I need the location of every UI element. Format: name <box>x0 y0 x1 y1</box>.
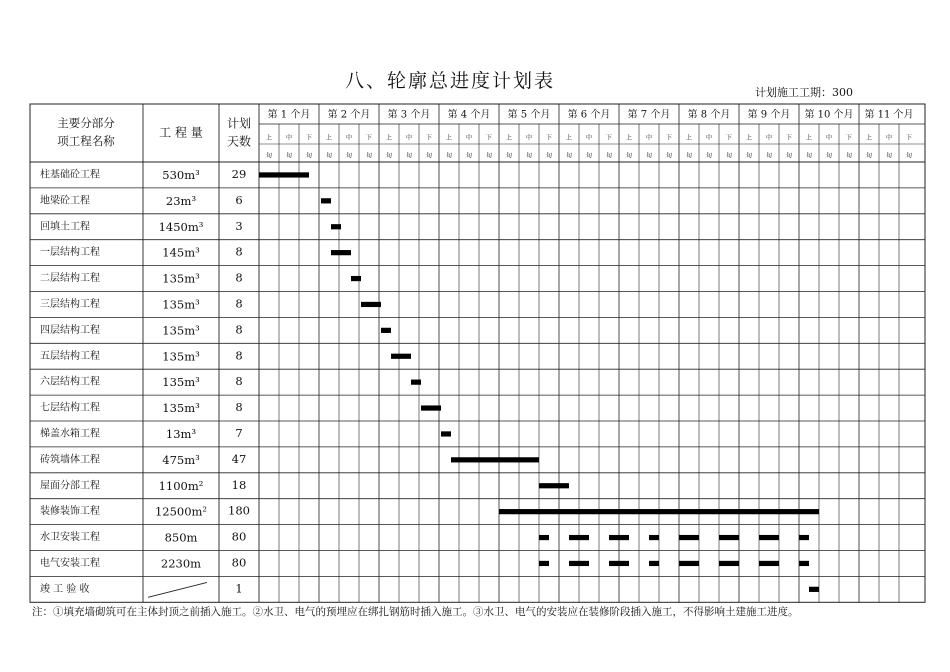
ten-day-label: 旬 <box>485 152 493 160</box>
ten-day-label: 上 <box>745 134 753 142</box>
task-name: 屋面分部工程 <box>40 480 100 492</box>
month-header: 第 8 个月 <box>687 109 731 121</box>
gantt-bar <box>799 561 809 566</box>
task-name: 一层结构工程 <box>40 247 100 259</box>
task-days: 3 <box>235 218 243 233</box>
task-name: 三层结构工程 <box>40 298 100 310</box>
task-quantity: 850m <box>164 530 198 545</box>
gantt-bar <box>361 302 381 307</box>
ten-day-label: 下 <box>905 134 913 142</box>
gantt-bar <box>441 431 451 436</box>
task-name: 装修装饰工程 <box>40 506 100 518</box>
ten-day-label: 下 <box>545 134 553 142</box>
gantt-bar <box>719 561 739 566</box>
header-quantity: 工 程 量 <box>159 125 203 140</box>
ten-day-label: 旬 <box>625 152 633 160</box>
task-quantity: 145m³ <box>162 245 200 260</box>
ten-day-label: 上 <box>865 134 873 142</box>
header-task-name: 项工程名称 <box>57 134 115 148</box>
ten-day-label: 旬 <box>505 152 513 160</box>
header-planned-days: 天数 <box>226 134 252 149</box>
month-header: 第 5 个月 <box>507 109 551 121</box>
task-name: 回填土工程 <box>40 221 90 233</box>
ten-day-label: 旬 <box>865 152 873 160</box>
ten-day-label: 旬 <box>785 152 793 160</box>
month-header: 第 7 个月 <box>627 109 671 121</box>
gantt-bar <box>539 483 569 488</box>
ten-day-label: 旬 <box>665 152 673 160</box>
task-quantity: 1450m³ <box>158 219 204 234</box>
ten-day-label: 旬 <box>545 152 553 160</box>
ten-day-label: 旬 <box>805 152 813 160</box>
task-days: 47 <box>231 451 247 466</box>
task-name: 水卫安装工程 <box>40 532 100 544</box>
task-quantity: 135m³ <box>162 375 200 390</box>
task-name: 砖筑墙体工程 <box>40 454 100 466</box>
task-days: 8 <box>235 322 243 337</box>
ten-day-label: 旬 <box>825 152 833 160</box>
ten-day-label: 旬 <box>605 152 613 160</box>
gantt-bar <box>569 561 589 566</box>
ten-day-label: 旬 <box>345 152 353 160</box>
gantt-bar <box>609 535 629 540</box>
gantt-bar <box>351 276 361 281</box>
ten-day-label: 旬 <box>405 152 413 160</box>
gantt-bar <box>499 509 819 514</box>
ten-day-label: 旬 <box>765 152 773 160</box>
task-quantity: 135m³ <box>162 401 200 416</box>
ten-day-label: 上 <box>625 134 633 142</box>
month-header: 第 11 个月 <box>864 109 914 121</box>
task-days: 8 <box>235 400 243 415</box>
gantt-bar <box>799 535 809 540</box>
task-name: 电气安装工程 <box>40 557 100 569</box>
task-name: 六层结构工程 <box>40 376 100 388</box>
ten-day-label: 旬 <box>745 152 753 160</box>
gantt-bar <box>649 535 659 540</box>
ten-day-label: 旬 <box>685 152 693 160</box>
ten-day-label: 上 <box>565 134 573 142</box>
ten-day-label: 中 <box>345 134 353 142</box>
ten-day-label: 中 <box>825 134 833 142</box>
gantt-bar <box>259 172 309 177</box>
month-header: 第 6 个月 <box>567 109 611 121</box>
ten-day-label: 上 <box>385 134 393 142</box>
task-quantity: 135m³ <box>162 323 200 338</box>
task-name: 五层结构工程 <box>40 350 100 362</box>
gantt-bar <box>759 535 779 540</box>
month-header: 第 2 个月 <box>327 109 371 121</box>
task-days: 6 <box>235 192 243 207</box>
document-title: 八、轮廓总进度计划表 <box>345 70 556 92</box>
ten-day-label: 上 <box>325 134 333 142</box>
task-name: 四层结构工程 <box>40 324 100 336</box>
ten-day-label: 下 <box>605 134 613 142</box>
task-quantity: 12500m² <box>154 504 208 519</box>
task-days: 7 <box>235 425 243 440</box>
ten-day-label: 下 <box>485 134 493 142</box>
footnote: 注：①填充墙砌筑可在主体封顶之前插入施工。②水卫、电气的预埋应在绑扎钢筋时插入施工。③水卫、电气的安装应在装修阶段插入施工，不得影响土建施工进度。 <box>32 606 799 618</box>
gantt-bar <box>331 250 351 255</box>
grid-line <box>148 582 207 597</box>
gantt-bar <box>381 328 391 333</box>
task-quantity: 23m³ <box>165 193 197 208</box>
task-quantity: 135m³ <box>162 271 200 286</box>
ten-day-label: 中 <box>705 134 713 142</box>
task-name: 梯盖水箱工程 <box>40 428 100 440</box>
task-days: 80 <box>231 555 247 570</box>
ten-day-label: 下 <box>665 134 673 142</box>
task-name: 柱基础砼工程 <box>40 169 100 181</box>
task-days: 180 <box>228 503 250 518</box>
ten-day-label: 中 <box>405 134 413 142</box>
ten-day-label: 旬 <box>365 152 373 160</box>
gantt-bar <box>411 380 421 385</box>
gantt-bar <box>609 561 629 566</box>
ten-day-label: 中 <box>765 134 773 142</box>
task-quantity: 475m³ <box>162 452 200 467</box>
header-task-name: 主要分部分 <box>57 116 115 130</box>
task-quantity: 2230m <box>160 556 202 571</box>
task-quantity: 1100m² <box>158 478 204 493</box>
task-quantity: 530m³ <box>162 167 200 182</box>
task-name: 二层结构工程 <box>40 273 100 285</box>
header-planned-days: 计划 <box>226 116 252 131</box>
ten-day-label: 旬 <box>565 152 573 160</box>
ten-day-label: 旬 <box>305 152 313 160</box>
gantt-bar <box>649 561 659 566</box>
gantt-bar <box>331 224 341 229</box>
ten-day-label: 旬 <box>265 152 273 160</box>
ten-day-label: 下 <box>785 134 793 142</box>
ten-day-label: 中 <box>285 134 293 142</box>
task-quantity: 13m³ <box>165 426 197 441</box>
gantt-bar <box>539 561 549 566</box>
ten-day-label: 旬 <box>585 152 593 160</box>
task-days: 8 <box>235 270 243 285</box>
ten-day-label: 旬 <box>425 152 433 160</box>
ten-day-label: 上 <box>445 134 453 142</box>
task-days: 80 <box>231 529 247 544</box>
task-days: 1 <box>235 581 243 596</box>
ten-day-label: 旬 <box>385 152 393 160</box>
ten-day-label: 中 <box>885 134 893 142</box>
ten-day-label: 中 <box>465 134 473 142</box>
task-name: 七层结构工程 <box>40 402 100 414</box>
task-days: 29 <box>231 166 247 181</box>
ten-day-label: 旬 <box>525 152 533 160</box>
gantt-bar <box>539 535 549 540</box>
task-days: 18 <box>231 477 247 492</box>
ten-day-label: 旬 <box>905 152 913 160</box>
ten-day-label: 旬 <box>645 152 653 160</box>
ten-day-label: 旬 <box>465 152 473 160</box>
task-name: 竣 工 验 收 <box>40 583 90 595</box>
ten-day-label: 旬 <box>325 152 333 160</box>
task-quantity: 135m³ <box>162 349 200 364</box>
ten-day-label: 中 <box>525 134 533 142</box>
task-quantity: 135m³ <box>162 297 200 312</box>
ten-day-label: 上 <box>265 134 273 142</box>
gantt-bar <box>569 535 589 540</box>
ten-day-label: 旬 <box>705 152 713 160</box>
ten-day-label: 旬 <box>285 152 293 160</box>
gantt-bar <box>421 405 441 410</box>
task-days: 8 <box>235 244 243 259</box>
task-name: 地梁砼工程 <box>40 195 90 207</box>
month-header: 第 9 个月 <box>747 109 791 121</box>
gantt-bar <box>321 198 331 203</box>
ten-day-label: 旬 <box>445 152 453 160</box>
month-header: 第 1 个月 <box>267 109 311 121</box>
gantt-bar <box>759 561 779 566</box>
ten-day-label: 旬 <box>845 152 853 160</box>
gantt-bar <box>809 587 819 592</box>
ten-day-label: 下 <box>305 134 313 142</box>
month-header: 第 10 个月 <box>804 109 854 121</box>
ten-day-label: 上 <box>805 134 813 142</box>
ten-day-label: 中 <box>585 134 593 142</box>
ten-day-label: 旬 <box>885 152 893 160</box>
ten-day-label: 下 <box>425 134 433 142</box>
planned-period-label: 计划施工工期：300 <box>755 86 853 99</box>
task-days: 8 <box>235 374 243 389</box>
gantt-bar <box>719 535 739 540</box>
task-days: 8 <box>235 348 243 363</box>
month-header: 第 4 个月 <box>447 109 491 121</box>
month-header: 第 3 个月 <box>387 109 431 121</box>
gantt-bar <box>679 561 699 566</box>
gantt-bar <box>679 535 699 540</box>
ten-day-label: 下 <box>725 134 733 142</box>
ten-day-label: 旬 <box>725 152 733 160</box>
ten-day-label: 上 <box>505 134 513 142</box>
ten-day-label: 下 <box>365 134 373 142</box>
ten-day-label: 中 <box>645 134 653 142</box>
ten-day-label: 下 <box>845 134 853 142</box>
gantt-bar <box>451 457 539 462</box>
ten-day-label: 上 <box>685 134 693 142</box>
task-days: 8 <box>235 296 243 311</box>
gantt-bar <box>391 354 411 359</box>
